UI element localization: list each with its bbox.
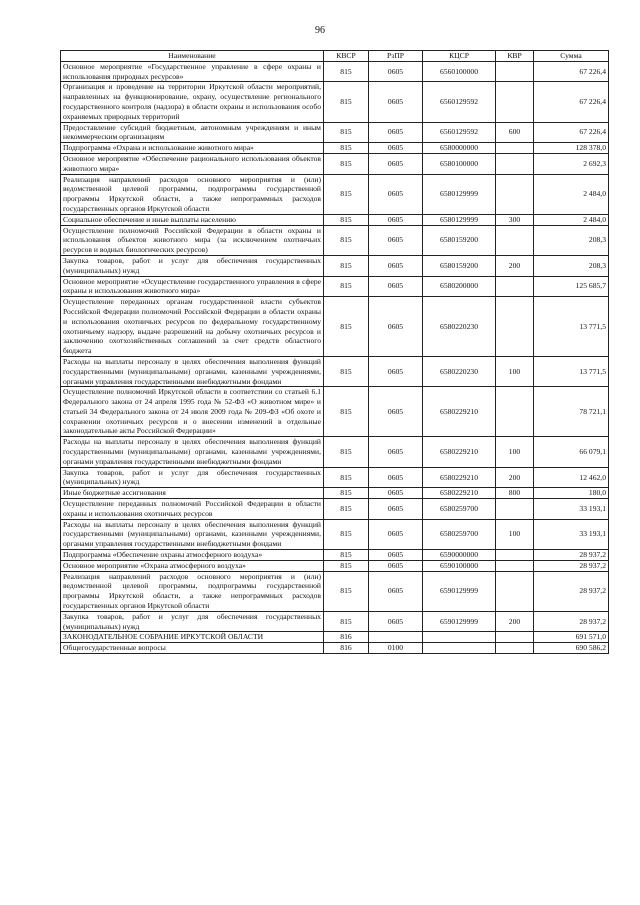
row-kcsr: 6580229210 [423, 467, 496, 488]
row-rzpr: 0605 [369, 174, 423, 214]
table-row [61, 153, 609, 174]
row-name: Организация и проведение на территории Иркутской области мероприятий, направленных на функционирование, охрану, осуществление регионального государственного контроля (надзора) в области охраны и использования особо охраняемых природных территорий [61, 82, 324, 122]
row-name: Реализация направлений расходов основного мероприятия и (или) ведомственной целевой программы, подпрограммы государственной программы Иркутской области, а также непрограммных расходов государственных органов Иркутской области [61, 174, 324, 214]
row-kvr [496, 276, 534, 297]
row-rzpr: 0605 [369, 560, 423, 571]
row-name: Закупка товаров, работ и услуг для обеспечения государственных (муниципальных) нужд [61, 255, 324, 276]
row-name: Социальное обеспечение и иные выплаты населению [61, 214, 324, 225]
row-rzpr: 0605 [369, 225, 423, 255]
row-kvsr: 815 [324, 82, 369, 122]
row-sum: 78 721,1 [534, 387, 609, 437]
row-kvsr: 815 [324, 571, 369, 611]
row-sum: 125 685,7 [534, 276, 609, 297]
row-kcsr: 6580220230 [423, 297, 496, 357]
row-kvsr: 815 [324, 560, 369, 571]
row-rzpr: 0605 [369, 255, 423, 276]
table-row [61, 61, 609, 82]
row-kvr [496, 632, 534, 643]
row-sum: 12 462,0 [534, 467, 609, 488]
row-kcsr: 6580259700 [423, 499, 496, 520]
row-kvsr: 815 [324, 61, 369, 82]
row-kvsr: 815 [324, 297, 369, 357]
row-sum: 33 193,1 [534, 519, 609, 549]
page-number: 96 [315, 25, 325, 36]
column-header-name: Наименование [61, 51, 324, 62]
row-kcsr: 6560129592 [423, 82, 496, 122]
row-rzpr: 0605 [369, 550, 423, 561]
row-sum: 28 937,2 [534, 571, 609, 611]
row-kvsr: 815 [324, 276, 369, 297]
row-sum: 28 937,2 [534, 560, 609, 571]
row-name: Основное мероприятие «Государственное управление в сфере охраны и использования природных ресурсов» [61, 61, 324, 82]
row-sum: 67 226,4 [534, 82, 609, 122]
row-sum: 128 378,0 [534, 143, 609, 154]
row-rzpr: 0605 [369, 437, 423, 467]
row-kvsr: 815 [324, 214, 369, 225]
row-rzpr: 0605 [369, 467, 423, 488]
row-sum: 13 771,5 [534, 356, 609, 386]
row-kvr [496, 643, 534, 654]
table-row [61, 122, 609, 143]
table-header-row [61, 51, 609, 62]
row-kvr: 800 [496, 488, 534, 499]
row-kvsr: 815 [324, 122, 369, 143]
row-sum: 208,3 [534, 225, 609, 255]
row-name: Осуществление переданных органам государственной власти субъектов Российской Федерации полномочий Российской Федерации в области охраны и использования охотничьих ресурсов по федеральному государственному охотничьему надзору, выдаче разрешений на добычу охотничьих ресурсов и заключению охотхозяйственных соглашений за счет средств областного бюджета [61, 297, 324, 357]
row-sum: 28 937,2 [534, 611, 609, 632]
row-kcsr: 6580229210 [423, 437, 496, 467]
table-row [61, 214, 609, 225]
row-name: Подпрограмма «Охрана и использование животного мира» [61, 143, 324, 154]
row-kvsr: 815 [324, 467, 369, 488]
row-sum: 180,0 [534, 488, 609, 499]
row-sum: 690 586,2 [534, 643, 609, 654]
row-kvsr: 815 [324, 387, 369, 437]
row-kcsr: 6580159200 [423, 225, 496, 255]
table-row [61, 560, 609, 571]
row-rzpr: 0100 [369, 643, 423, 654]
row-kcsr: 6580100000 [423, 153, 496, 174]
row-kvsr: 816 [324, 643, 369, 654]
table-row [61, 499, 609, 520]
row-kcsr: 6560129592 [423, 122, 496, 143]
row-kvsr: 815 [324, 499, 369, 520]
row-rzpr: 0605 [369, 488, 423, 499]
row-sum: 208,3 [534, 255, 609, 276]
row-kvsr: 815 [324, 153, 369, 174]
row-kvr [496, 82, 534, 122]
row-sum: 28 937,2 [534, 550, 609, 561]
row-kvr [496, 499, 534, 520]
row-kvr [496, 571, 534, 611]
row-sum: 2 484,0 [534, 214, 609, 225]
table-row [61, 276, 609, 297]
row-kvsr: 815 [324, 519, 369, 549]
row-sum: 67 226,4 [534, 122, 609, 143]
row-name: Основное мероприятие «Обеспечение рационального использования объектов животного мира» [61, 153, 324, 174]
row-rzpr: 0605 [369, 122, 423, 143]
row-rzpr: 0605 [369, 214, 423, 225]
row-kcsr: 6580200000 [423, 276, 496, 297]
table-row [61, 255, 609, 276]
row-name: Реализация направлений расходов основного мероприятия и (или) ведомственной целевой программы, подпрограммы государственной программы Иркутской области, а также непрограммных расходов государственных органов Иркутской области [61, 571, 324, 611]
table-row [61, 356, 609, 386]
column-header-sum: Сумма [534, 51, 609, 62]
row-kvr: 100 [496, 519, 534, 549]
row-sum: 67 226,4 [534, 61, 609, 82]
row-sum: 691 571,0 [534, 632, 609, 643]
row-kvsr: 815 [324, 174, 369, 214]
row-kvr: 300 [496, 214, 534, 225]
row-name: Общегосударственные вопросы [61, 643, 324, 654]
row-rzpr: 0605 [369, 499, 423, 520]
row-name: Подпрограмма «Обеспечение охраны атмосферного воздуха» [61, 550, 324, 561]
row-name: Закупка товаров, работ и услуг для обеспечения государственных (муниципальных) нужд [61, 467, 324, 488]
row-kvsr: 815 [324, 611, 369, 632]
row-kvr [496, 61, 534, 82]
table-row [61, 174, 609, 214]
row-name: Осуществление полномочий Российской Федерации в области охраны и использования объектов животного мира (за исключением охотничьих ресурсов и водных биологических ресурсов) [61, 225, 324, 255]
row-rzpr: 0605 [369, 387, 423, 437]
row-name: Расходы на выплаты персоналу в целях обеспечения выполнения функций государственными (муниципальными) органами, казенными учреждениями, органами управления государственными внебюджетными фондами [61, 519, 324, 549]
table-row [61, 611, 609, 632]
table-row [61, 143, 609, 154]
row-kvsr: 815 [324, 143, 369, 154]
row-rzpr: 0605 [369, 356, 423, 386]
table-row [61, 643, 609, 654]
row-kcsr: 6580129999 [423, 214, 496, 225]
row-kvr [496, 143, 534, 154]
row-kcsr: 6580259700 [423, 519, 496, 549]
table-row [61, 488, 609, 499]
row-kvsr: 815 [324, 437, 369, 467]
table-row [61, 437, 609, 467]
row-name: Предоставление субсидий бюджетным, автономным учреждениям и иным некоммерческим организациям [61, 122, 324, 143]
row-kvsr: 815 [324, 488, 369, 499]
table-row [61, 519, 609, 549]
row-name: Осуществление полномочий Иркутской области в соответствии со статьей 6.1 Федерального закона от 24 апреля 1995 года № 52-ФЗ «О животном мире» и статьей 34 Федерального закона от 24 июля 2009 года № 209-ФЗ «Об охоте и сохранении охотничьих ресурсов и о внесении изменений в отдельные законодательные акты Российской Федерации» [61, 387, 324, 437]
table-row [61, 550, 609, 561]
row-kvsr: 815 [324, 255, 369, 276]
row-name: Иные бюджетные ассигнования [61, 488, 324, 499]
row-kcsr: 6590000000 [423, 550, 496, 561]
row-name: Основное мероприятие «Осуществление государственного управления в сфере охраны и использования животного мира» [61, 276, 324, 297]
row-kvr [496, 225, 534, 255]
row-kvr: 200 [496, 611, 534, 632]
row-kcsr: 6580000000 [423, 143, 496, 154]
row-rzpr: 0605 [369, 297, 423, 357]
row-kcsr: 6580129999 [423, 174, 496, 214]
row-name: Закупка товаров, работ и услуг для обеспечения государственных (муниципальных) нужд [61, 611, 324, 632]
table-row [61, 82, 609, 122]
row-rzpr: 0605 [369, 611, 423, 632]
row-kvr [496, 550, 534, 561]
row-kcsr: 6590129999 [423, 611, 496, 632]
table-row [61, 467, 609, 488]
row-kvr [496, 560, 534, 571]
row-rzpr: 0605 [369, 61, 423, 82]
column-header-kcsr: КЦСР [423, 51, 496, 62]
row-kcsr: 6580229210 [423, 488, 496, 499]
row-kcsr: 6580229210 [423, 387, 496, 437]
row-kvr: 100 [496, 356, 534, 386]
table-row [61, 632, 609, 643]
row-kvr [496, 174, 534, 214]
row-name: ЗАКОНОДАТЕЛЬНОЕ СОБРАНИЕ ИРКУТСКОЙ ОБЛАСТИ [61, 632, 324, 643]
column-header-kvr: КВР [496, 51, 534, 62]
row-kcsr [423, 632, 496, 643]
row-kcsr [423, 643, 496, 654]
row-name: Основное мероприятие «Охрана атмосферного воздуха» [61, 560, 324, 571]
row-rzpr: 0605 [369, 519, 423, 549]
row-kcsr: 6560100000 [423, 61, 496, 82]
row-kcsr: 6590100000 [423, 560, 496, 571]
row-kvsr: 815 [324, 550, 369, 561]
row-rzpr: 0605 [369, 143, 423, 154]
row-name: Расходы на выплаты персоналу в целях обеспечения выполнения функций государственными (муниципальными) органами, казенными учреждениями, органами управления государственными внебюджетными фондами [61, 437, 324, 467]
table-row [61, 571, 609, 611]
row-rzpr: 0605 [369, 571, 423, 611]
row-rzpr: 0605 [369, 153, 423, 174]
row-kcsr: 6580220230 [423, 356, 496, 386]
row-kcsr: 6580159200 [423, 255, 496, 276]
row-name: Расходы на выплаты персоналу в целях обеспечения выполнения функций государственными (муниципальными) органами, казенными учреждениями, органами управления государственными внебюджетными фондами [61, 356, 324, 386]
row-name: Осуществление переданных полномочий Российской Федерации в области охраны и использования охотничьих ресурсов [61, 499, 324, 520]
row-sum: 33 193,1 [534, 499, 609, 520]
table-row [61, 387, 609, 437]
table-row [61, 297, 609, 357]
table-row [61, 225, 609, 255]
budget-table [60, 50, 609, 654]
row-kvr [496, 387, 534, 437]
row-kvsr: 816 [324, 632, 369, 643]
row-kvr: 600 [496, 122, 534, 143]
row-rzpr: 0605 [369, 82, 423, 122]
row-kvr [496, 153, 534, 174]
row-sum: 13 771,5 [534, 297, 609, 357]
row-kcsr: 6590129999 [423, 571, 496, 611]
column-header-kvsr: КВСР [324, 51, 369, 62]
row-kvsr: 815 [324, 225, 369, 255]
column-header-rzpr: РзПР [369, 51, 423, 62]
row-kvr [496, 297, 534, 357]
row-kvr: 200 [496, 467, 534, 488]
row-sum: 2 692,3 [534, 153, 609, 174]
row-rzpr: 0605 [369, 276, 423, 297]
row-kvr: 100 [496, 437, 534, 467]
row-kvr: 200 [496, 255, 534, 276]
row-kvsr: 815 [324, 356, 369, 386]
row-sum: 66 079,1 [534, 437, 609, 467]
row-sum: 2 484,0 [534, 174, 609, 214]
row-rzpr [369, 632, 423, 643]
